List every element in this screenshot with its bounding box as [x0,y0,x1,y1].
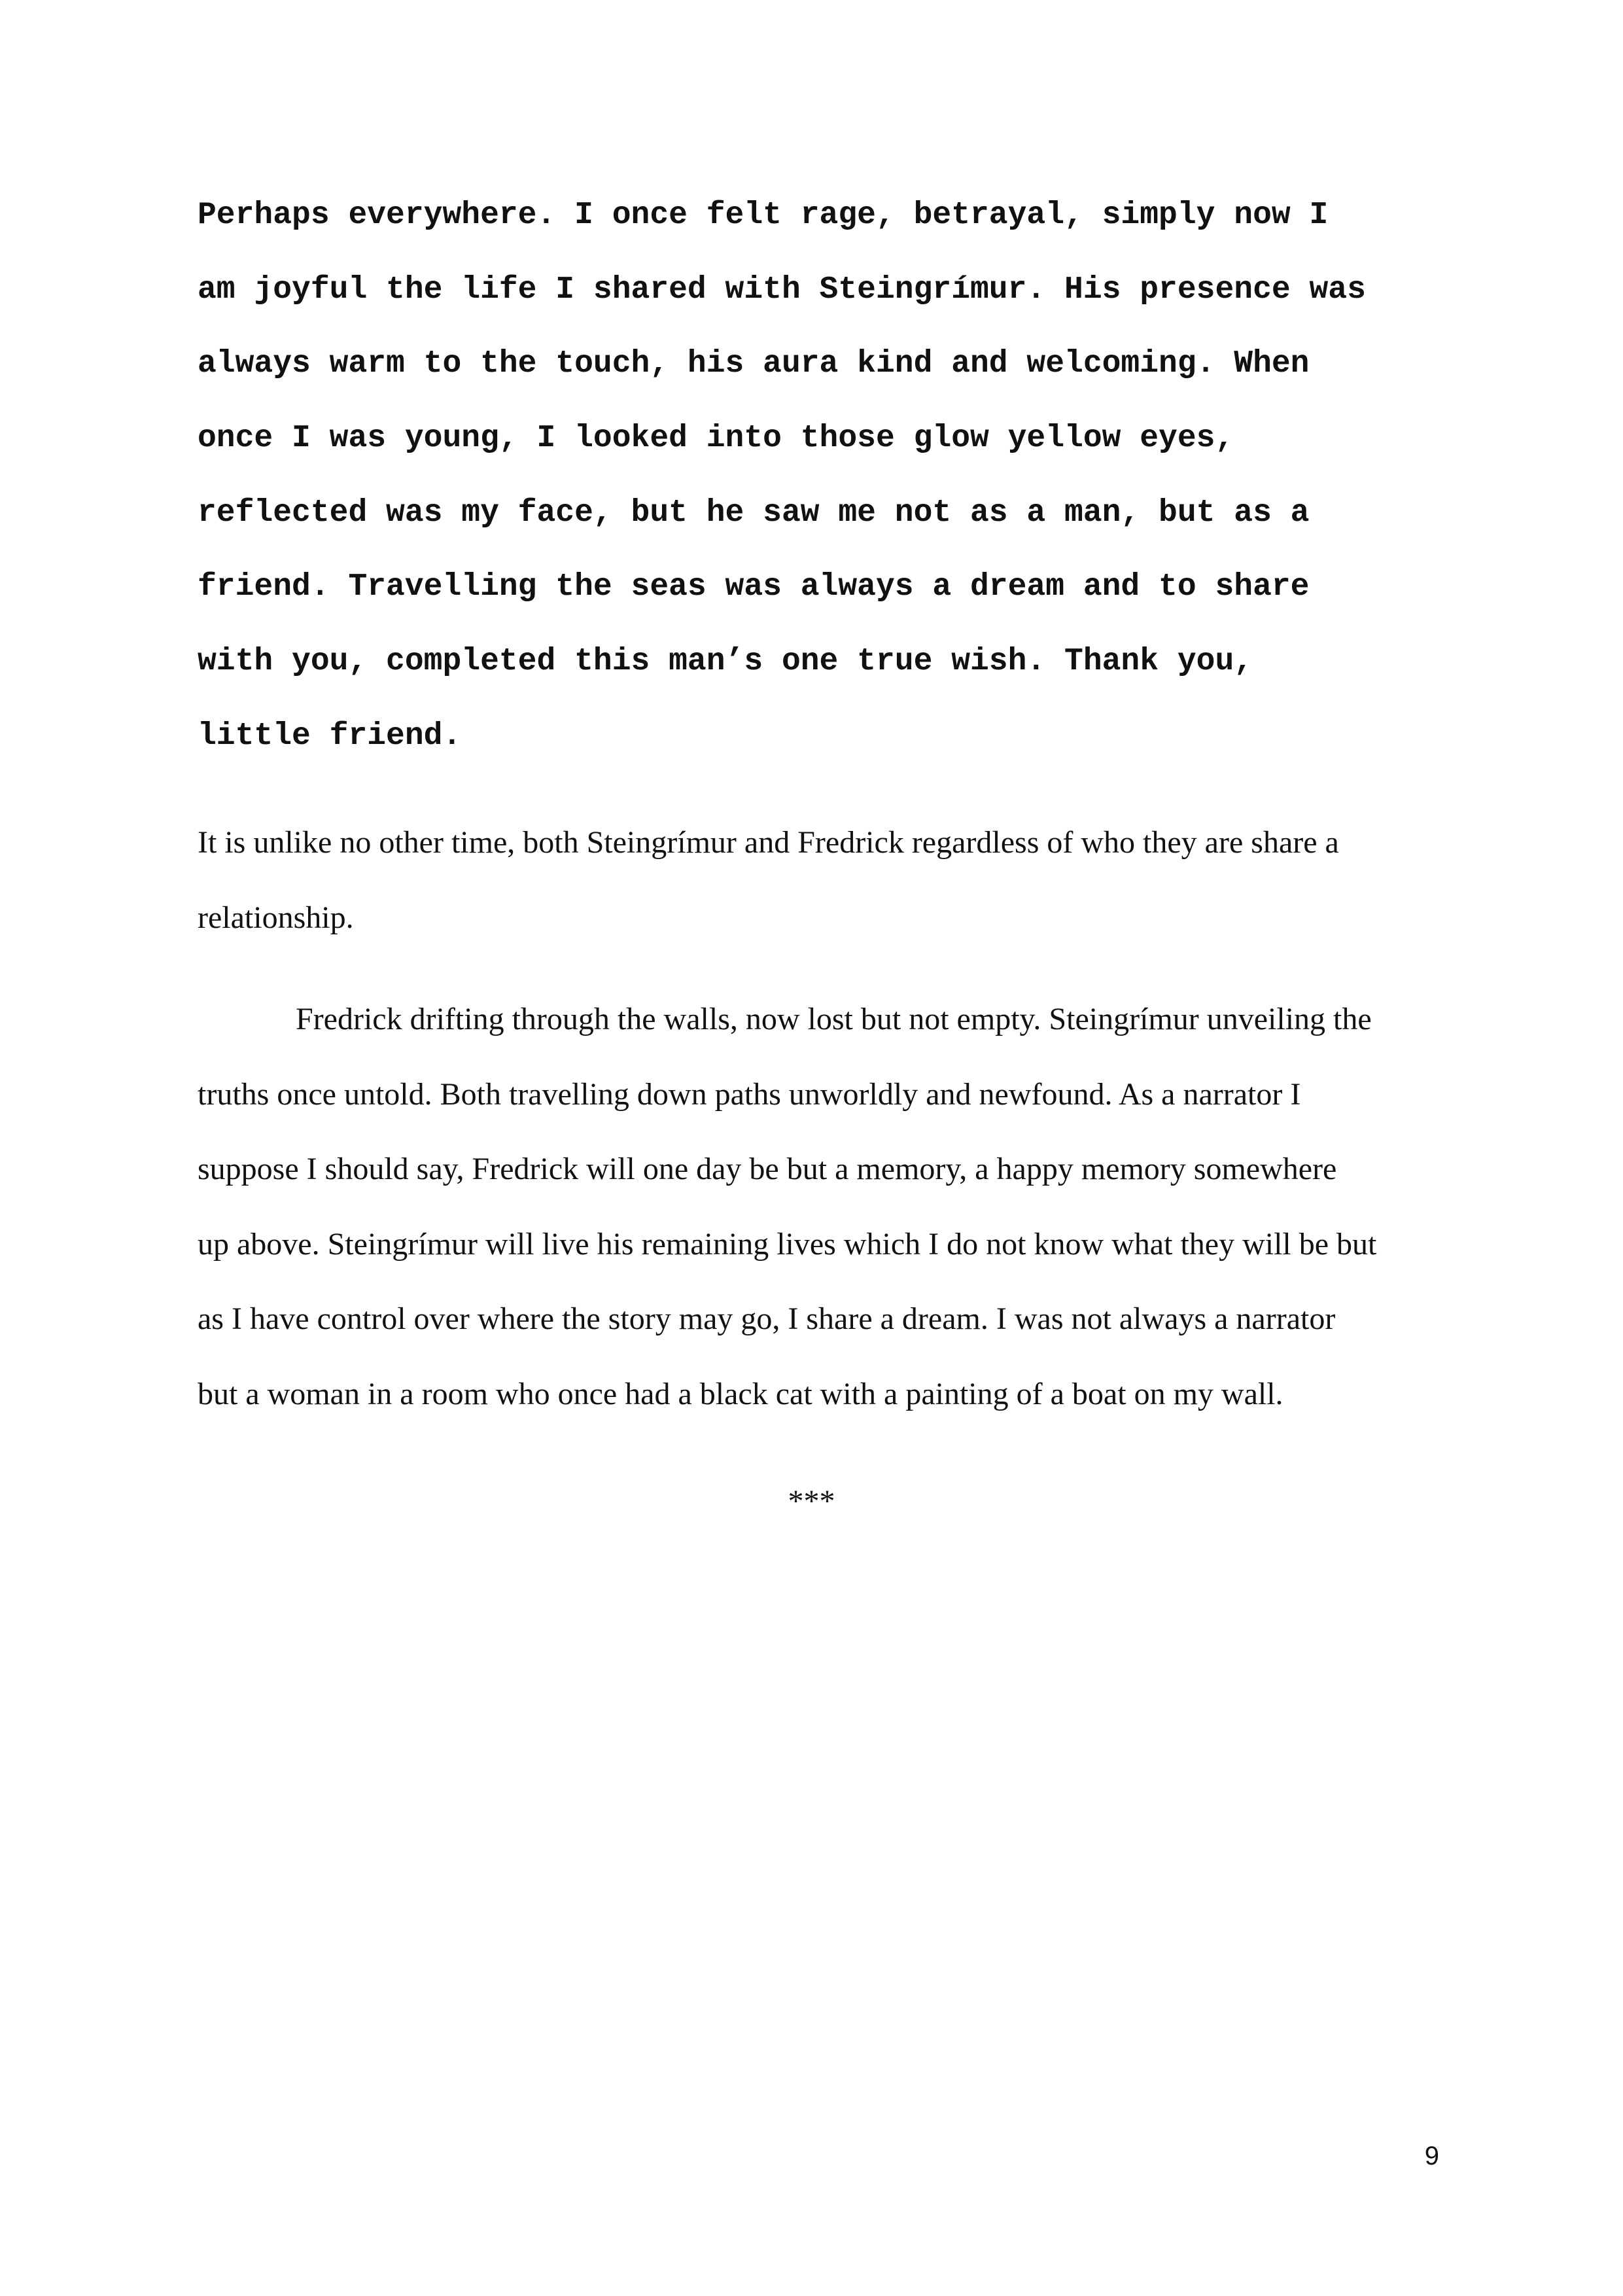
letter-line: am joyful the life I shared with Steingrímur. His presence was [198,272,1366,308]
letter-line: once I was young, I looked into those glow yellow eyes, [198,421,1234,457]
letter-line: reflected was my face, but he saw me not as a man, but as a [198,495,1310,531]
paragraph-line: as I have control over where the story may go, I share a dream. I was not always a narrator [198,1301,1336,1336]
paragraph-relationship [198,823,1440,973]
letter-line: friend. Travelling the seas was always a dream and to share [198,569,1310,605]
letter-block [198,191,1493,786]
section-separator: *** [788,1484,835,1519]
letter-line: Perhaps everywhere. I once felt rage, betrayal, simply now I [198,198,1329,233]
paragraph-line: but a woman in a room who once had a black cat with a painting of a boat on my wall. [198,1376,1283,1411]
paragraph-line: relationship. [198,900,354,935]
paragraph-line: Fredrick drifting through the walls, now lost but not empty. Steingrímur unveiling the [296,1002,1372,1036]
letter-line: little friend. [198,718,462,754]
paragraph-line: truths once untold. Both travelling down paths unworldly and newfound. As a narrator I [198,1076,1301,1112]
paragraph-narrator [198,1000,1440,1449]
paragraph-line: suppose I should say, Fredrick will one day be but a memory, a happy memory somewhere [198,1152,1337,1186]
paragraph-line: up above. Steingrímur will live his remaining lives which I do not know what they will be but [198,1226,1377,1262]
letter-line: always warm to the touch, his aura kind and welcoming. When [198,346,1310,382]
letter-line: with you, completed this man’s one true wish. Thank you, [198,644,1253,680]
page-number: 9 [1424,2142,1439,2170]
paragraph-line: It is unlike no other time, both Steingrímur and Fredrick regardless of who they are share a [198,825,1339,860]
